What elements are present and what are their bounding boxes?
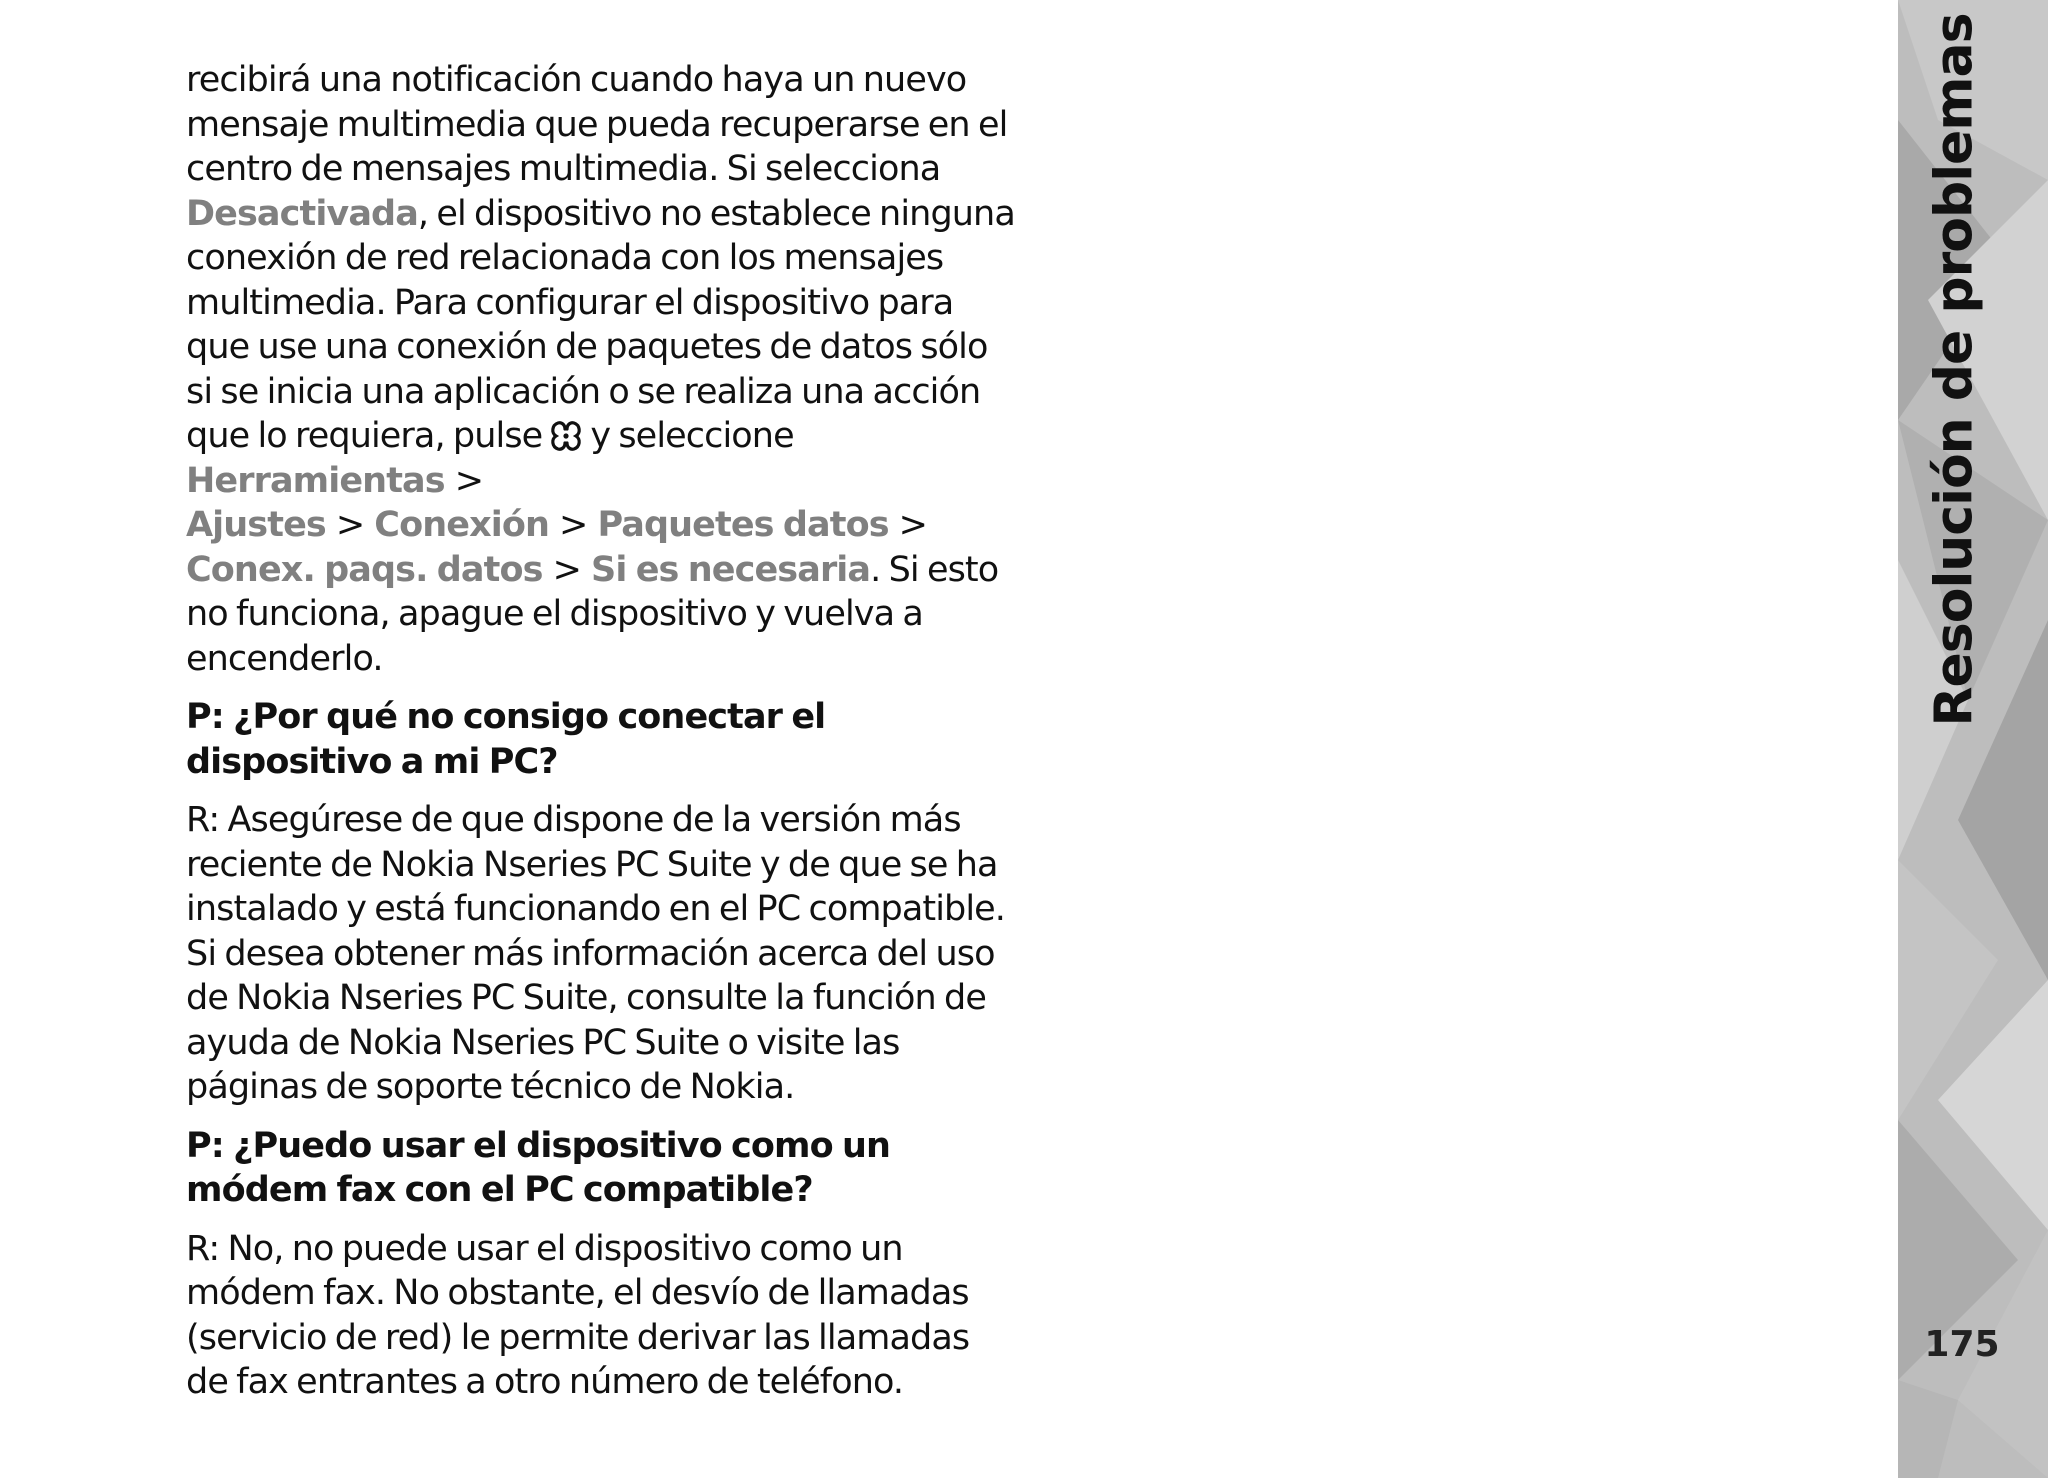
paragraph-mms-settings [186,58,1016,681]
menu-path-herramientas: Herramientas [186,460,445,501]
path-separator: > [552,549,582,590]
page-number: 175 [1924,1324,2000,1365]
path-separator: > [454,460,484,501]
path-separator: > [335,505,365,545]
question-connect-pc: P: ¿Por qué no consigo conectar el dispositivo a mi PC? [186,697,826,782]
answer-connect-pc: R: Asegúrese de que dispone de la versión más reciente de Nokia Nseries PC Suite y de que se ha instalado y está funcionando en el PC compatible. Si desea obtener más información acerca del uso de Nokia Nseries PC Suite, consulte la función de ayuda de Nokia Nseries PC Suite o visite las páginas de soporte técnico de Nokia. [186,800,1006,1107]
section-title [1900,13,2010,727]
menu-path-conex-paqs-datos: Conex. paqs. datos [186,549,543,590]
path-separator: > [898,505,928,545]
menu-term-desactivada: Desactivada [186,193,418,234]
paragraph-text: . Si esto no funciona, apague el dispositivo y vuelva a encenderlo. [186,549,999,679]
path-separator: > [559,505,588,545]
paragraph-text: recibirá una notificación cuando haya un nuevo mensaje multimedia que pueda recuperarse en el centro de mensajes multimedia. Si selecciona [186,60,1008,189]
menu-path-si-es-necesaria: Si es necesaria [591,549,871,590]
menu-path-conexion: Conexión [374,505,550,545]
menu-path-paquetes-datos: Paquetes datos [597,505,889,545]
section-title-text: Resolución de problemas [1925,13,1985,727]
menu-key-icon [548,419,584,453]
menu-path-ajustes: Ajustes [186,505,326,545]
question-fax-modem: P: ¿Puedo usar el dispositivo como un módem fax con el PC compatible? [186,1125,891,1210]
answer-fax-modem: R: No, no puede usar el dispositivo como un módem fax. No obstante, el desvío de llamadas (servicio de red) le permite derivar las llamadas de fax entrantes a otro número de teléfono. [186,1228,970,1402]
paragraph-text: , el dispositivo no establece ninguna conexión de red relacionada con los mensajes multimedia. Para configurar el dispositivo para que use una conexión de paquetes de datos sólo si se inicia una aplicación o se realiza una acción que lo requiera, pulse [186,193,1015,456]
paragraph-text: y seleccione [590,416,794,456]
page-content [186,58,1016,1405]
